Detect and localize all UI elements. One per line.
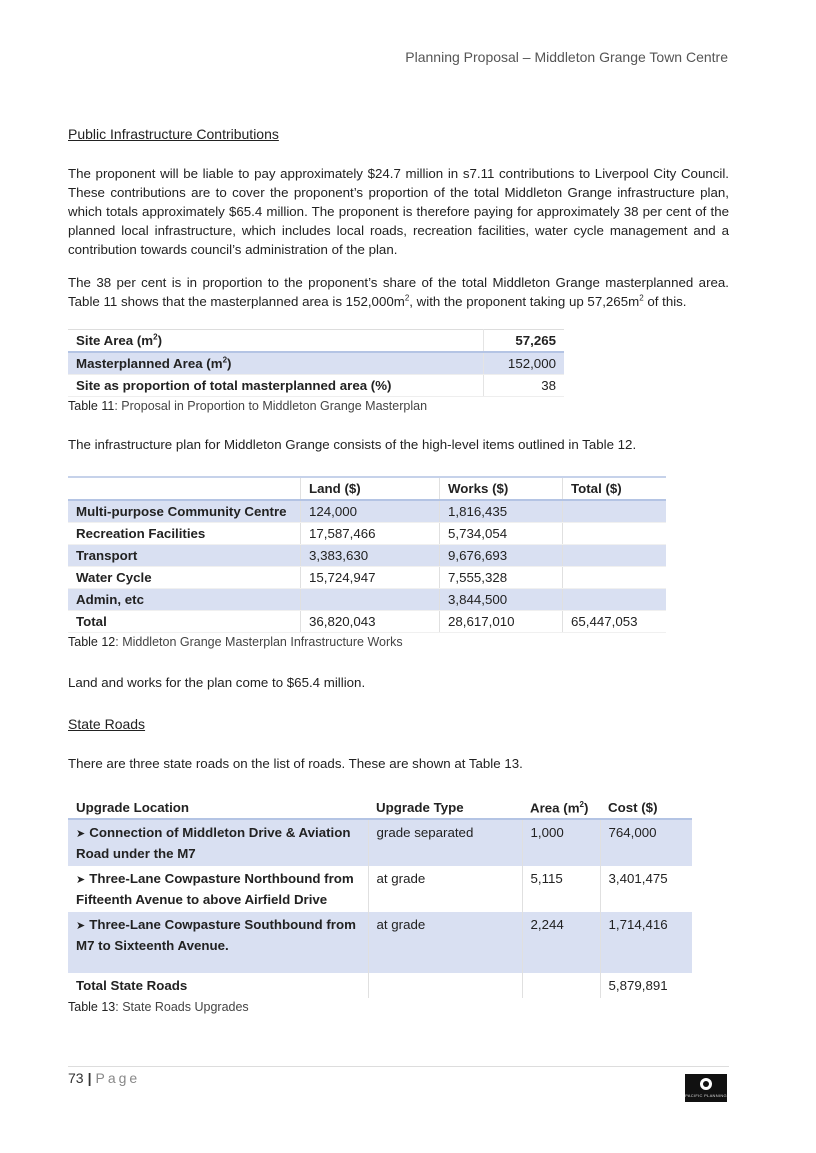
table-cell (563, 500, 667, 523)
section-heading-contributions: Public Infrastructure Contributions (68, 126, 279, 142)
arrow-bullet-icon: ➤ (76, 920, 86, 933)
paragraph-contributions: The proponent will be liable to pay approximately $24.7 million in s7.11 contributions to Liverpool City Council. These contributions are to cover the proponent’s proportion of the total Middleton Grange infrastructure plan, which totals approximately $65.4 million. The proponent is therefore paying for approximately 38 per cent of the planned local infrastructure, which includes local roads, recreation facilities, water cycle management and a contribution towards council’s administration of the plan. (68, 166, 729, 257)
table-row (68, 611, 666, 633)
footer-divider (68, 1066, 729, 1067)
table-cell: 36,820,043 (301, 611, 440, 633)
table-cell-label: Masterplanned Area $(m^2)$ (68, 352, 483, 375)
table-row (68, 500, 666, 523)
table-cell: 3,844,500 (440, 589, 563, 611)
table-cell: 9,676,693 (440, 545, 563, 567)
table-cell-value: 57,265 (483, 330, 564, 353)
logo-text: PACIFIC PLANNING (685, 1093, 727, 1098)
caption-label: Table 12 (68, 635, 116, 649)
table-cell: 1,816,435 (440, 500, 563, 523)
table-cell-type: grade separated (368, 819, 522, 866)
paragraph-proportion-part-a: The 38 per cent is in proportion to the proponent’s share of the total Middleton Grange masterplanned area. Table 11 shows that the masterplanned area is 152,000m (68, 275, 729, 309)
paragraph-land-works: Land and works for the plan come to $65.4 million. (68, 675, 366, 690)
table-cell-cost: 5,879,891 (600, 973, 692, 998)
table-cell: Water Cycle (68, 567, 301, 589)
table-cell-value: 152,000 (483, 352, 564, 375)
table-cell: Transport (68, 545, 301, 567)
table-cell-value: 38 (483, 375, 564, 397)
paragraph-proportion (68, 273, 729, 311)
table-row (68, 912, 692, 973)
table-header-cell: Works ($) (440, 477, 563, 500)
table-header-cell (68, 477, 301, 500)
table-13 (68, 797, 692, 998)
table-11-caption (68, 399, 729, 413)
table-row (68, 352, 564, 375)
running-header: Planning Proposal – Middleton Grange Town Centre (405, 49, 728, 65)
page-word: Page (95, 1070, 141, 1086)
table-row (68, 589, 666, 611)
table-row (68, 866, 692, 912)
table-header-cell: Total ($) (563, 477, 667, 500)
table-11 (68, 329, 564, 397)
section-heading-state-roads: State Roads (68, 716, 146, 732)
table-12 (68, 476, 666, 633)
table-cell: Total (68, 611, 301, 633)
table-cell: 5,734,054 (440, 523, 563, 545)
table-cell: 7,555,328 (440, 567, 563, 589)
table-row (68, 819, 692, 866)
table-cell-type (368, 973, 522, 998)
paragraph-infrastructure-plan: The infrastructure plan for Middleton Grange consists of the high-level items outlined in Table 12. (68, 437, 637, 452)
table-cell: 124,000 (301, 500, 440, 523)
logo-mark-icon (700, 1078, 712, 1090)
table-cell-label: Site Area $(m^2)$ (68, 330, 483, 353)
table-header-row (68, 477, 666, 500)
table-13-caption (68, 1000, 729, 1014)
superscript: 2 (639, 293, 644, 303)
table-cell: Admin, etc (68, 589, 301, 611)
paragraph-proportion-part-b: , with the proponent taking up 57,265m (409, 294, 640, 309)
page-separator: | (87, 1070, 92, 1086)
table-header-cell: Area $(m^2)$ (522, 797, 600, 819)
table-cell (301, 589, 440, 611)
table-cell-area: 5,115 (522, 866, 600, 912)
table-cell-type: at grade (368, 866, 522, 912)
table-cell-area (522, 973, 600, 998)
table-row (68, 545, 666, 567)
table-cell-area: 2,244 (522, 912, 600, 973)
table-cell-location: ➤ Three-Lane Cowpasture Southbound from M7 to Sixteenth Avenue. (68, 912, 368, 973)
table-header-cell: Land ($) (301, 477, 440, 500)
superscript: 2 (404, 293, 410, 303)
table-12-caption (68, 635, 729, 649)
caption-text: : Proposal in Proportion to Middleton Grange Masterplan (114, 399, 428, 413)
table-cell-area: 1,000 (522, 819, 600, 866)
table-cell: Recreation Facilities (68, 523, 301, 545)
table-row (68, 567, 666, 589)
table-cell: 17,587,466 (301, 523, 440, 545)
table-header-cell: Cost ($) (600, 797, 692, 819)
table-cell: 3,383,630 (301, 545, 440, 567)
table-cell: Multi-purpose Community Centre (68, 500, 301, 523)
table-cell (563, 545, 667, 567)
table-cell: 28,617,010 (440, 611, 563, 633)
table-cell: 65,447,053 (563, 611, 667, 633)
caption-text: : Middleton Grange Masterplan Infrastructure Works (115, 635, 403, 649)
table-cell-location: ➤ Three-Lane Cowpasture Northbound from Fifteenth Avenue to above Airfield Drive (76, 871, 354, 908)
caption-label: Table 11 (68, 399, 115, 413)
caption-label: Table 13 (68, 1000, 116, 1015)
table-row (68, 973, 692, 998)
page-content (68, 126, 729, 1036)
table-cell-cost: 3,401,475 (600, 866, 692, 912)
footer-page-number (68, 1070, 140, 1086)
company-logo (685, 1074, 727, 1102)
table-header-row (68, 797, 692, 819)
paragraph-state-roads: There are three state roads on the list of roads. These are shown at Table 13. (68, 756, 523, 771)
table-cell-type: at grade (368, 912, 522, 973)
paragraph-proportion-part-c: of this. (643, 294, 687, 309)
caption-text: : State Roads Upgrades (115, 1000, 249, 1015)
page-number: 73 (68, 1070, 84, 1086)
arrow-bullet-icon: ➤ (76, 828, 86, 841)
table-cell-label: Site as proportion of total masterplanned area (%) (68, 375, 483, 397)
table-cell (563, 589, 667, 611)
table-header-cell: Upgrade Type (368, 797, 522, 819)
arrow-bullet-icon: ➤ (76, 874, 86, 887)
table-cell-location: Total State Roads (76, 978, 188, 994)
table-cell: 15,724,947 (301, 567, 440, 589)
table-cell-cost: 764,000 (600, 819, 692, 866)
table-cell-cost: 1,714,416 (600, 912, 692, 973)
table-row (68, 375, 564, 397)
table-header-cell: Upgrade Location (68, 797, 368, 819)
table-cell (563, 567, 667, 589)
table-row (68, 523, 666, 545)
table-cell-location: ➤ Connection of Middleton Drive & Aviation Road under the M7 (68, 819, 368, 866)
table-cell (563, 523, 667, 545)
table-row (68, 330, 564, 353)
